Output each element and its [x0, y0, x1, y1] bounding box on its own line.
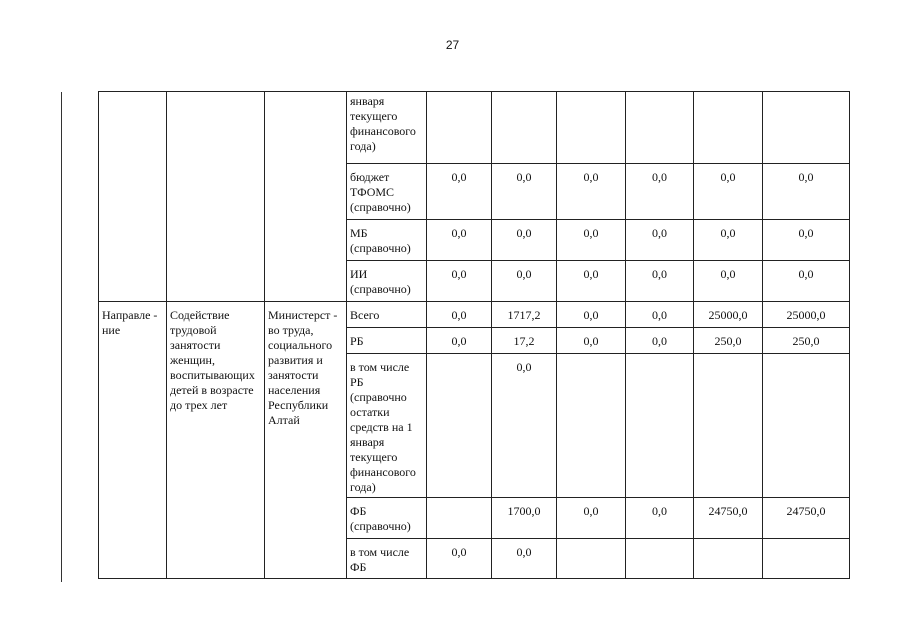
value-cell: [694, 539, 763, 579]
row-label: ФБ (справочно): [347, 498, 427, 539]
page-number: 27: [445, 38, 460, 52]
executor-cell: Министерст - во труда, социального развития и занятости населения Республики Алтай: [265, 302, 347, 579]
value-cell: [427, 498, 492, 539]
value-cell: [763, 539, 850, 579]
value-cell: 0,0: [763, 220, 850, 261]
value-cell: 0,0: [626, 261, 694, 302]
value-cell: [427, 354, 492, 498]
value-cell: 0,0: [626, 164, 694, 220]
cell-empty: [265, 92, 347, 302]
value-cell: 250,0: [694, 328, 763, 354]
value-cell: 0,0: [626, 498, 694, 539]
value-cell: 0,0: [557, 220, 626, 261]
value-cell: 0,0: [492, 539, 557, 579]
value-cell: 0,0: [427, 328, 492, 354]
cell-empty: [99, 92, 167, 302]
value-cell: 17,2: [492, 328, 557, 354]
value-cell: 0,0: [557, 498, 626, 539]
value-cell: [694, 92, 763, 164]
value-cell: 250,0: [763, 328, 850, 354]
row-label: в том числе ФБ: [347, 539, 427, 579]
value-cell: [492, 92, 557, 164]
value-cell: 0,0: [427, 302, 492, 328]
value-cell: 0,0: [626, 220, 694, 261]
value-cell: 0,0: [557, 164, 626, 220]
value-cell: [763, 354, 850, 498]
value-cell: [626, 92, 694, 164]
value-cell: 0,0: [694, 164, 763, 220]
value-cell: 0,0: [763, 261, 850, 302]
activity-name-cell: Содействие трудовой занятости женщин, воспитывающих детей в возрасте до трех лет: [167, 302, 265, 579]
value-cell: [694, 354, 763, 498]
value-cell: [427, 92, 492, 164]
value-cell: 1717,2: [492, 302, 557, 328]
value-cell: [557, 539, 626, 579]
value-cell: [626, 354, 694, 498]
value-cell: 25000,0: [763, 302, 850, 328]
value-cell: 0,0: [694, 261, 763, 302]
value-cell: 0,0: [557, 328, 626, 354]
value-cell: 0,0: [492, 261, 557, 302]
value-cell: 24750,0: [763, 498, 850, 539]
value-cell: 0,0: [427, 261, 492, 302]
budget-table: [98, 91, 850, 579]
value-cell: 0,0: [427, 539, 492, 579]
left-border-line: [61, 92, 62, 582]
value-cell: [557, 92, 626, 164]
value-cell: 0,0: [492, 164, 557, 220]
row-label: в том числе РБ (справочно остатки средств на 1 января текущего финансового года): [347, 354, 427, 498]
value-cell: 0,0: [763, 164, 850, 220]
value-cell: 0,0: [626, 328, 694, 354]
row-type-cell: Направле - ние: [99, 302, 167, 579]
row-label: ИИ (справочно): [347, 261, 427, 302]
value-cell: [557, 354, 626, 498]
value-cell: 0,0: [492, 220, 557, 261]
row-label: РБ: [347, 328, 427, 354]
value-cell: 0,0: [694, 220, 763, 261]
value-cell: 0,0: [557, 302, 626, 328]
value-cell: 0,0: [626, 302, 694, 328]
cell-empty: [167, 92, 265, 302]
value-cell: [626, 539, 694, 579]
value-cell: 0,0: [557, 261, 626, 302]
value-cell: 0,0: [427, 220, 492, 261]
table-row: [99, 302, 850, 328]
table-row: [99, 92, 850, 164]
value-cell: 0,0: [427, 164, 492, 220]
value-cell: [763, 92, 850, 164]
row-label: Всего: [347, 302, 427, 328]
row-label: МБ (справочно): [347, 220, 427, 261]
row-label: бюджет ТФОМС (справочно): [347, 164, 427, 220]
row-label: января текущего финансового года): [347, 92, 427, 164]
value-cell: 1700,0: [492, 498, 557, 539]
value-cell: 0,0: [492, 354, 557, 498]
value-cell: 25000,0: [694, 302, 763, 328]
value-cell: 24750,0: [694, 498, 763, 539]
